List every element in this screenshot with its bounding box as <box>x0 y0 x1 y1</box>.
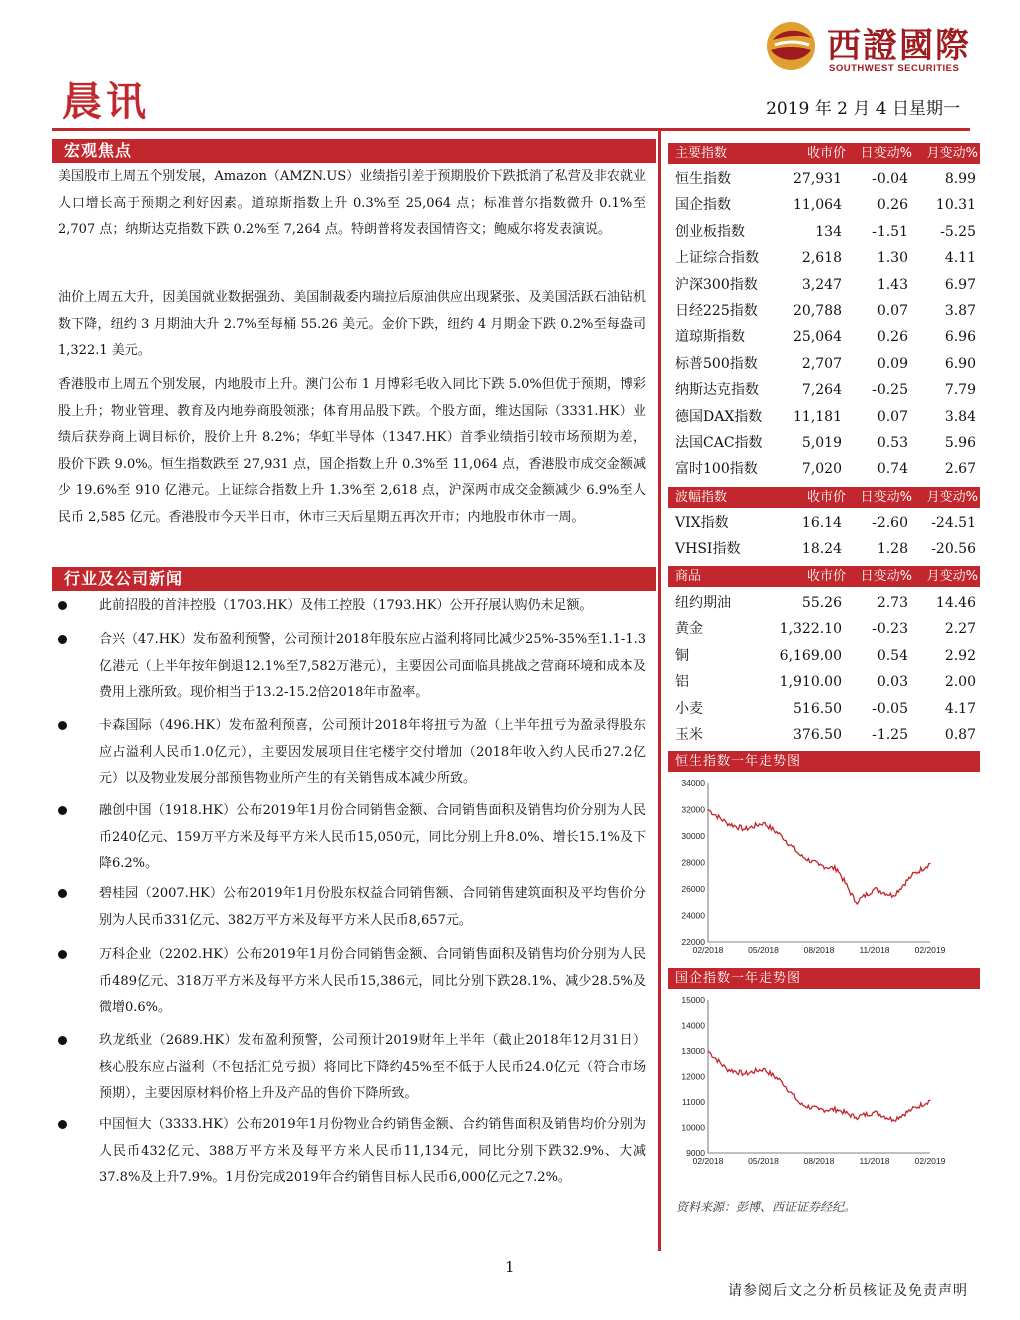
macro-heading: 宏观焦点 <box>52 139 656 163</box>
news-item <box>58 1112 646 1192</box>
data-point <box>707 809 708 810</box>
data-point <box>800 855 801 856</box>
data-point <box>892 895 893 896</box>
table-row <box>668 696 980 722</box>
x-tick-label: 02/2019 <box>914 1156 946 1166</box>
cell-value: -0.23 <box>872 621 908 638</box>
table-row <box>668 192 980 218</box>
news-item <box>58 881 646 934</box>
y-tick-label: 13000 <box>681 1046 705 1056</box>
news-item <box>58 942 646 1022</box>
y-tick-label: 10000 <box>681 1122 705 1133</box>
table-row <box>668 616 980 642</box>
table-row <box>668 219 980 245</box>
x-tick-label: 02/2019 <box>914 945 946 955</box>
cell-value: 0.03 <box>876 674 908 691</box>
cell-value: 25,064 <box>793 329 842 346</box>
news-text: 融创中国（1918.HK）公布2019年1月份合同销售金额、合同销售面积及销售均价分别为人民币240亿元、159万平方米及每平方米人民币15,050元，同比分别上升8.0%、增长15.1%及下降6.2%。 <box>99 803 646 871</box>
table-row <box>668 430 980 456</box>
y-tick-label: 26000 <box>681 884 705 894</box>
data-point <box>837 869 838 870</box>
cell-value: 10.31 <box>935 197 976 214</box>
x-tick-label: 08/2018 <box>803 1156 835 1166</box>
data-point <box>911 875 912 876</box>
page-title: 晨讯 <box>62 79 150 125</box>
macro-paragraph: 美国股市上周五个别发展，Amazon（AMZN.US）业绩指引差于预期股价下跌抵消了私营及非农就业人口增长高于预期之利好因素。道琼斯指数上升 0.3%至 25,064 点；标准普尔指数微升 0.1%至 2,707 点；纳斯达克指数下跌 0.2%至 7,264 点。特朗普将发表国情咨文；鲍威尔将发表演说。 <box>58 169 646 237</box>
y-tick-label: 28000 <box>681 857 705 868</box>
chart-axis <box>708 1000 930 1153</box>
cell-value: 0.87 <box>944 727 976 743</box>
y-tick-label: 34000 <box>681 778 705 788</box>
data-point <box>874 1112 875 1113</box>
cell-value: 5,019 <box>801 435 842 451</box>
cell-value: -0.04 <box>872 171 908 187</box>
hsi-chart-title: 恒生指数一年走势图 <box>668 751 980 772</box>
cell-value: 0.54 <box>876 647 908 664</box>
table-row <box>668 272 980 298</box>
table-row <box>668 590 980 616</box>
col-header: 日变动% <box>860 490 912 505</box>
table-row <box>668 643 980 669</box>
cell-value: 6.97 <box>944 276 976 293</box>
data-point <box>707 1050 708 1051</box>
cell-value: 0.07 <box>876 408 908 425</box>
cell-value: 0.09 <box>876 355 908 372</box>
bullet-icon <box>58 635 67 644</box>
row-label: 小麦 <box>675 700 703 717</box>
x-tick-label: 05/2018 <box>748 1156 779 1166</box>
row-label: 黄金 <box>675 621 703 638</box>
news-text: 中国恒大（3333.HK）公布2019年1月份物业合约销售金额、合约销售面积及销售均价分别为人民币432亿元、388万平方米及每平方米人民币11,134元，同比分别下跌32.9%、大减37.8%及上升7.9%。1月份完成2019年合约销售目标人民币6,000亿元之7.2%。 <box>99 1117 646 1185</box>
hscei-chart <box>668 993 968 1173</box>
cell-value: -20.56 <box>931 541 976 558</box>
table-row <box>668 456 980 482</box>
cell-value: 27,931 <box>793 171 842 187</box>
cell-value: 3.87 <box>944 303 976 319</box>
cell-value: 2.73 <box>876 595 908 611</box>
col-header: 商品 <box>675 569 702 584</box>
cell-value: 2,707 <box>801 355 842 372</box>
cell-value: 3,247 <box>801 276 842 293</box>
data-point <box>874 888 875 889</box>
cell-value: -1.51 <box>872 223 908 240</box>
row-label: 标普500指数 <box>675 355 758 372</box>
cell-value: 2,618 <box>801 250 842 267</box>
row-label: 日经225指数 <box>675 303 758 319</box>
y-tick-label: 14000 <box>681 1020 705 1031</box>
row-label: 恒生指数 <box>675 171 731 187</box>
data-point <box>911 1109 912 1110</box>
news-item <box>58 713 646 793</box>
news-text: 玖龙纸业（2689.HK）发布盈利预警，公司预计2019财年上半年（截止2018年12月31日）核心股东应占溢利（不包括汇兑亏损）将同比下降约45%至不低于人民币24.0亿元（符合市场预期），主要因原材料价格上升及产品的售价下降所致。 <box>99 1033 646 1101</box>
table-row <box>668 669 980 695</box>
cell-value: 14.46 <box>935 595 976 611</box>
macro-paragraph: 油价上周五大升，因美国就业数据强劲、美国制裁委内瑞拉后原油供应出现紧张、及美国活跃石油钻机数下降，纽约 3 月期油大升 2.7%至每桶 55.26 美元。金价下跌，纽约 4 月期金下跌 0.2%至每盎司 1,322.1 美元。 <box>58 290 646 358</box>
data-point <box>855 1117 856 1118</box>
x-tick-label: 11/2018 <box>859 945 890 955</box>
row-label: 纳斯达克指数 <box>675 382 759 399</box>
chart-axis <box>708 783 930 942</box>
row-label: 创业板指数 <box>675 223 745 240</box>
table-row <box>668 377 980 403</box>
data-point <box>744 829 745 830</box>
commodities-table-header <box>668 566 980 587</box>
cell-value: 6.96 <box>944 329 976 346</box>
row-label: 国企指数 <box>675 197 731 214</box>
data-point <box>726 1068 727 1069</box>
data-point <box>781 1081 782 1082</box>
y-tick-label: 32000 <box>681 804 705 815</box>
bullet-icon <box>58 721 67 730</box>
table-row <box>668 404 980 430</box>
x-tick-label: 02/2018 <box>692 945 724 955</box>
bullet-icon <box>58 889 67 898</box>
table-row <box>668 536 980 562</box>
cell-value: 55.26 <box>801 595 842 611</box>
col-header: 主要指数 <box>675 146 728 161</box>
brand-logo <box>765 18 995 78</box>
cell-value: 16.14 <box>801 515 842 531</box>
news-text: 合兴（47.HK）发布盈利预警，公司预计2018年股东应占溢利将同比减少25%-35%至1.1-1.3亿港元（上半年按年倒退12.1%至7,582万港元），主要因公司面临具挑战之营商环境和成本及费用上涨所致。现价相当于13.2-15.2倍2018年市盈率。 <box>99 632 646 700</box>
cell-value: 11,064 <box>793 197 842 214</box>
news-item <box>58 627 646 707</box>
hsi-chart <box>668 776 968 966</box>
column-divider <box>658 131 661 1251</box>
cell-value: -1.25 <box>872 727 908 743</box>
data-point <box>744 1073 745 1074</box>
data-point <box>781 835 782 836</box>
data-point <box>929 1100 930 1101</box>
cell-value: 516.50 <box>793 700 842 717</box>
y-tick-label: 9000 <box>686 1148 705 1158</box>
data-point <box>892 1119 893 1120</box>
y-tick-label: 24000 <box>681 910 705 921</box>
industry-heading: 行业及公司新闻 <box>52 567 656 591</box>
table-row <box>668 298 980 324</box>
x-tick-label: 02/2018 <box>692 1156 724 1166</box>
data-point <box>929 863 930 864</box>
col-header: 收市价 <box>806 490 846 505</box>
cell-value: 1,910.00 <box>779 674 842 691</box>
row-label: 铝 <box>675 674 689 691</box>
page-number: 1 <box>505 1258 515 1276</box>
col-header: 日变动% <box>860 146 912 161</box>
y-tick-label: 30000 <box>681 831 705 841</box>
data-point <box>837 1109 838 1110</box>
col-header: 波幅指数 <box>675 490 728 505</box>
row-label: 上证综合指数 <box>675 250 759 267</box>
indices-table-header <box>668 143 980 164</box>
data-point <box>763 1068 764 1069</box>
col-header: 月变动% <box>926 490 978 505</box>
cell-value: 376.50 <box>793 727 842 743</box>
cell-value: 134 <box>815 223 842 240</box>
cell-value: 0.07 <box>876 303 908 319</box>
logo-mark-icon <box>765 20 821 72</box>
data-point <box>726 822 727 823</box>
cell-value: 2.92 <box>944 647 976 664</box>
volatility-table-header <box>668 487 980 508</box>
data-point <box>800 1104 801 1105</box>
col-header: 收市价 <box>806 569 846 584</box>
cell-value: 1.43 <box>876 276 908 293</box>
table-row <box>668 324 980 350</box>
cell-value: 4.17 <box>944 700 976 717</box>
news-item <box>58 1028 646 1108</box>
col-header: 收市价 <box>806 146 846 161</box>
cell-value: 5.96 <box>944 435 976 451</box>
series-line <box>708 1051 930 1121</box>
row-label: VIX指数 <box>675 515 729 531</box>
y-tick-label: 12000 <box>681 1071 705 1082</box>
y-tick-label: 11000 <box>681 1097 705 1107</box>
cell-value: 2.27 <box>944 621 976 638</box>
y-tick-label: 15000 <box>681 995 705 1005</box>
cell-value: 7,020 <box>801 461 842 478</box>
news-item <box>58 593 646 620</box>
table-row <box>668 245 980 271</box>
cell-value: 6,169.00 <box>779 647 842 664</box>
cell-value: 7,264 <box>801 382 842 399</box>
cell-value: 2.67 <box>944 461 976 478</box>
cell-value: 0.53 <box>876 435 908 451</box>
data-point <box>855 902 856 903</box>
cell-value: 11,181 <box>793 408 842 425</box>
cell-value: 1,322.10 <box>779 621 842 638</box>
cell-value: 20,788 <box>793 303 842 319</box>
cell-value: 1.30 <box>876 250 908 267</box>
data-point <box>818 1109 819 1110</box>
news-text: 万科企业（2202.HK）公布2019年1月份合同销售金额、合同销售面积及销售均价分别为人民币489亿元、318万平方米及每平方米人民币15,386元，同比分别下跌28.1%、减少28.5%及微增0.6%。 <box>99 947 646 1015</box>
cell-value: 1.28 <box>876 541 908 558</box>
bullet-icon <box>58 601 67 610</box>
y-tick-label: 22000 <box>681 937 705 947</box>
cell-value: -5.25 <box>940 223 976 240</box>
disclaimer-footer: 请参阅后文之分析员核证及免责声明 <box>728 1283 968 1299</box>
brand-name-cn: 西證國際 <box>827 26 971 66</box>
cell-value: 0.26 <box>876 197 908 214</box>
cell-value: -24.51 <box>931 515 976 531</box>
news-item <box>58 798 646 878</box>
row-label: 富时100指数 <box>675 461 758 478</box>
cell-value: 2.00 <box>944 674 976 691</box>
x-tick-label: 11/2018 <box>859 1156 890 1166</box>
cell-value: 3.84 <box>944 408 976 425</box>
row-label: 德国DAX指数 <box>675 408 763 425</box>
col-header: 月变动% <box>926 146 978 161</box>
table-row <box>668 351 980 377</box>
cell-value: -0.25 <box>872 382 908 399</box>
cell-value: -2.60 <box>872 515 908 531</box>
header-rule <box>52 128 970 131</box>
news-text: 碧桂园（2007.HK）公布2019年1月份股东权益合同销售额、合同销售建筑面积及平均售价分别为人民币331亿元、382万平方米及每平方米人民币8,657元。 <box>99 886 646 928</box>
hsi-chart-svg <box>668 776 968 966</box>
cell-value: 18.24 <box>801 541 842 558</box>
table-row <box>668 510 980 536</box>
news-text: 卡森国际（496.HK）发布盈利预喜，公司预计2018年将扭亏为盈（上半年扭亏为盈录得股东应占溢利人民币1.0亿元），主要因发展项目住宅楼宇交付增加（2018年收入约人民币27.2亿元）以及物业发展分部预售物业所产生的有关销售成本减少所致。 <box>99 718 646 786</box>
row-label: 玉米 <box>675 727 703 743</box>
cell-value: 4.11 <box>944 250 976 267</box>
row-label: 纽约期油 <box>675 595 731 611</box>
table-row <box>668 722 980 748</box>
hscei-chart-title: 国企指数一年走势图 <box>668 968 980 989</box>
bullet-icon <box>58 806 67 815</box>
news-text: 此前招股的首沣控股（1703.HK）及伟工控股（1793.HK）公开孖展认购仍未足额。 <box>99 598 593 613</box>
bullet-icon <box>58 950 67 959</box>
row-label: 铜 <box>675 647 689 664</box>
brand-name-en: SOUTHWEST SECURITIES <box>829 63 960 74</box>
cell-value: 7.79 <box>944 382 976 399</box>
x-tick-label: 08/2018 <box>803 945 835 955</box>
cell-value: 6.90 <box>944 355 976 372</box>
cell-value: 8.99 <box>944 171 976 187</box>
cell-value: 0.74 <box>876 461 908 478</box>
data-point <box>763 822 764 823</box>
hscei-chart-svg <box>668 993 968 1173</box>
cell-value: 0.26 <box>876 329 908 346</box>
report-date: 2019 年 2 月 4 日星期一 <box>766 99 960 119</box>
source-note: 资料来源：彭博、西证证券经纪。 <box>676 1200 857 1214</box>
row-label: VHSI指数 <box>675 541 741 558</box>
bullet-icon <box>58 1036 67 1045</box>
row-label: 法国CAC指数 <box>675 435 763 451</box>
table-row <box>668 166 980 192</box>
cell-value: -0.05 <box>872 700 908 717</box>
bullet-icon <box>58 1120 67 1129</box>
series-line <box>708 810 930 905</box>
row-label: 沪深300指数 <box>675 276 758 293</box>
x-tick-label: 05/2018 <box>748 945 779 955</box>
data-point <box>818 865 819 866</box>
row-label: 道琼斯指数 <box>675 329 745 346</box>
col-header: 日变动% <box>860 569 912 584</box>
col-header: 月变动% <box>926 569 978 584</box>
macro-paragraph: 香港股市上周五个别发展，内地股市上升。澳门公布 1 月博彩毛收入同比下跌 5.0%但优于预期，博彩股上升；物业管理、教育及内地券商股领涨；体育用品股下跌。个股方面，维达国际（3331.HK）业绩后获券商上调目标价，股价上升 8.2%；华虹半导体（1347.HK）首季业绩指引较市场预期为差，股价下跌 9.0%。恒生指数跌至 27,931 点，国企指数上升 0.3%至 11,064 点，香港股市成交金额减少 19.6%至 910 亿港元。上证综合指数上升 1.3%至 2,618 点，沪深两市成交金额减少 6.9%至人民币 2,585 亿元。香港股市今天半日市，休市三天后星期五再次开市；内地股市休市一周。 <box>58 377 646 525</box>
